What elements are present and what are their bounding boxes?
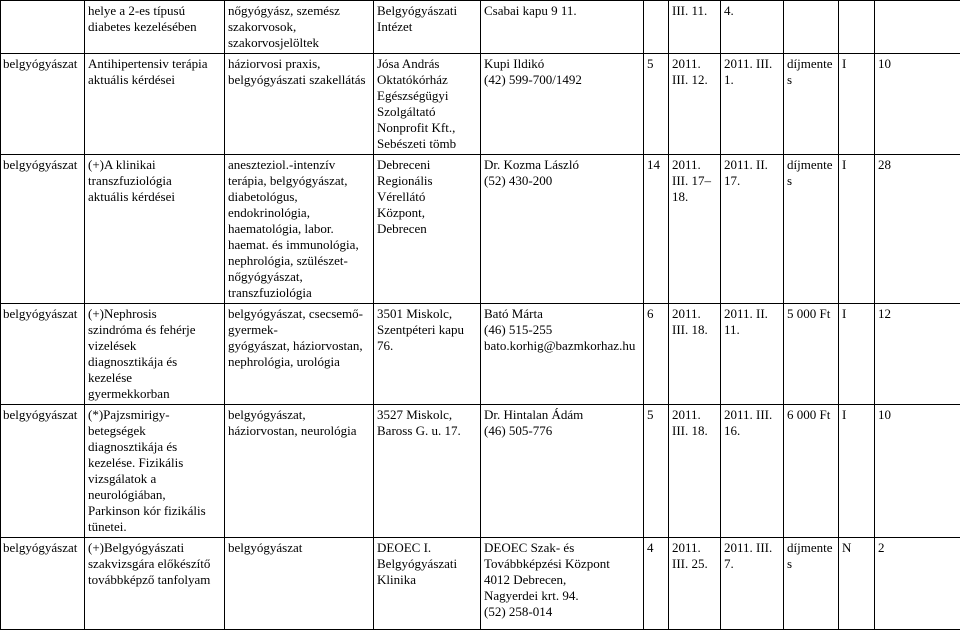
table-cell: [839, 1, 875, 54]
table-cell: I: [839, 155, 875, 304]
table-cell: aneszteziol.-intenzív terápia, belgyógyászat, diabetológus, endokrinológia, haematológia, labor. haemat. és immunológia, nephrológia, szülészet- nőgyógyászat, transzfuziológia: [225, 155, 374, 304]
table-cell: (+)A klinikai transzfuziológia aktuális kérdései: [85, 155, 225, 304]
table-cell: háziorvosi praxis, belgyógyászati szakellátás: [225, 54, 374, 155]
table-cell: [644, 1, 669, 54]
table-cell: 2011. III. 16.: [721, 405, 784, 538]
table-cell: III. 11.: [669, 1, 721, 54]
table-cell: belgyógyászat: [1, 155, 85, 304]
table-cell: belgyógyászat: [225, 538, 374, 630]
table-cell: 2011. II. 17.: [721, 155, 784, 304]
table-cell: Kupi Ildikó (42) 599-700/1492: [481, 54, 644, 155]
table-cell: 2011. II. 11.: [721, 304, 784, 405]
table-cell: 2: [875, 538, 960, 630]
table-cell: díjmente s: [784, 538, 839, 630]
table-cell: 2011. III. 25.: [669, 538, 721, 630]
table-row: [1, 538, 960, 630]
table-cell: N: [839, 538, 875, 630]
table-cell: 3527 Miskolc, Baross G. u. 17.: [374, 405, 481, 538]
table-cell: 2011. III. 18.: [669, 304, 721, 405]
table-cell: (+)Belgyógyászati szakvizsgára előkészítő továbbképző tanfolyam: [85, 538, 225, 630]
table-cell: 6 000 Ft: [784, 405, 839, 538]
table-cell: Dr. Hintalan Ádám (46) 505-776: [481, 405, 644, 538]
table-cell: [875, 1, 960, 54]
table-cell: 5 000 Ft: [784, 304, 839, 405]
table-cell: 2011. III. 12.: [669, 54, 721, 155]
table-cell: helye a 2-es típusú diabetes kezelésében: [85, 1, 225, 54]
table-cell: belgyógyászat: [1, 304, 85, 405]
table-cell: belgyógyászat, háziorvostan, neurológia: [225, 405, 374, 538]
table-cell: [1, 1, 85, 54]
table-cell: DEOEC Szak- és Továbbképzési Központ 4012 Debrecen, Nagyerdei krt. 94. (52) 258-014: [481, 538, 644, 630]
table-cell: I: [839, 54, 875, 155]
table-cell: 4: [644, 538, 669, 630]
table-cell: Csabai kapu 9 11.: [481, 1, 644, 54]
table-cell: 4.: [721, 1, 784, 54]
table-cell: (*)Pajzsmirigy- betegségek diagnosztikája és kezelése. Fizikális vizsgálatok a neurológiában, Parkinson kór fizikális tünetei.: [85, 405, 225, 538]
table-cell: (+)Nephrosis szindróma és fehérje vizelések diagnosztikája és kezelése gyermekkorban: [85, 304, 225, 405]
table-cell: Debreceni Regionális Vérellátó Központ, Debrecen: [374, 155, 481, 304]
table-cell: 14: [644, 155, 669, 304]
table-cell: Jósa András Oktatókórház Egészségügyi Szolgáltató Nonprofit Kft., Sebészeti tömb: [374, 54, 481, 155]
table-row: [1, 405, 960, 538]
table-cell: 5: [644, 405, 669, 538]
table-cell: 28: [875, 155, 960, 304]
table-row: [1, 54, 960, 155]
table-cell: Antihipertensiv terápia aktuális kérdései: [85, 54, 225, 155]
table-cell: I: [839, 304, 875, 405]
table-cell: díjmente s: [784, 54, 839, 155]
table-row: [1, 1, 960, 54]
table-cell: 2011. III. 18.: [669, 405, 721, 538]
table-cell: nőgyógyász, szemész szakorvosok, szakorvosjelöltek: [225, 1, 374, 54]
table-cell: 12: [875, 304, 960, 405]
table-cell: 2011. III. 7.: [721, 538, 784, 630]
table-cell: díjmente s: [784, 155, 839, 304]
table-cell: 10: [875, 54, 960, 155]
table-cell: Bató Márta (46) 515-255 bato.korhig@bazmkorhaz.hu: [481, 304, 644, 405]
table-cell: I: [839, 405, 875, 538]
table-cell: Dr. Kozma László (52) 430-200: [481, 155, 644, 304]
table-cell: DEOEC I. Belgyógyászati Klinika: [374, 538, 481, 630]
table-cell: 5: [644, 54, 669, 155]
table-cell: 2011. III. 1.: [721, 54, 784, 155]
table-cell: belgyógyászat, csecsemő- gyermek- gyógyászat, háziorvostan, nephrológia, urológia: [225, 304, 374, 405]
table-cell: belgyógyászat: [1, 538, 85, 630]
table-cell: 3501 Miskolc, Szentpéteri kapu 76.: [374, 304, 481, 405]
table-cell: 2011. III. 17– 18.: [669, 155, 721, 304]
table-cell: belgyógyászat: [1, 405, 85, 538]
table-row: [1, 304, 960, 405]
table-cell: 10: [875, 405, 960, 538]
table-cell: [784, 1, 839, 54]
table-row: [1, 155, 960, 304]
table-cell: 6: [644, 304, 669, 405]
table-cell: belgyógyászat: [1, 54, 85, 155]
table-cell: Belgyógyászati Intézet: [374, 1, 481, 54]
